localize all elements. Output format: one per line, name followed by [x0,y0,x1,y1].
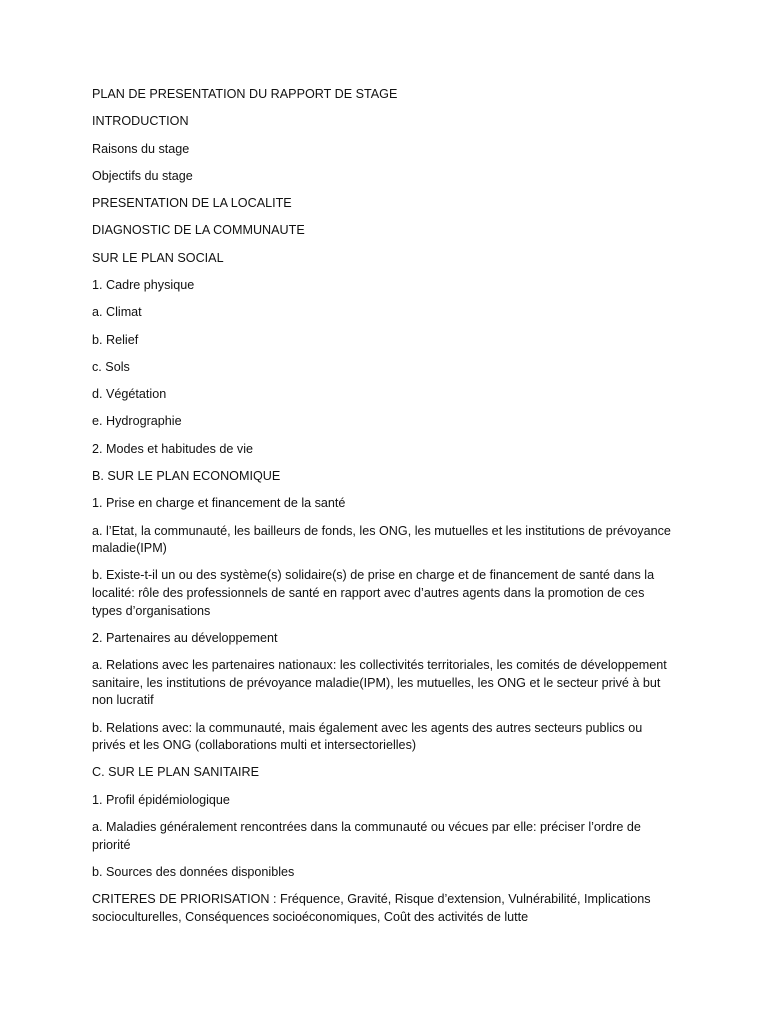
paragraph-raisons: Raisons du stage [92,141,190,156]
list-item-sources-donnees: b. Sources des données disponibles [92,864,295,879]
list-item-partenaires-nationaux: a. Relations avec les partenaires nationaux: les collectivités territoriales, les comités de développement sanitaire, les institutions de prévoyance maladie(IPM), les mutuelles, les ONG et le secteur privé à but non lucratif [92,658,667,708]
list-item-modes-de-vie: 2. Modes et habitudes de vie [92,441,254,456]
list-item-relief: b. Relief [92,332,139,347]
heading-diagnostic: DIAGNOSTIC DE LA COMMUNAUTE [92,223,305,238]
heading-plan-sanitaire: C. SUR LE PLAN SANITAIRE [92,765,260,780]
document-page [92,86,672,936]
list-item-sols: c. Sols [92,359,130,374]
list-item-prise-en-charge: 1. Prise en charge et financement de la santé [92,496,346,511]
list-item-climat: a. Climat [92,305,142,320]
list-item-systemes-solidaires: b. Existe-t-il un ou des système(s) solidaire(s) de prise en charge et de financement de santé dans la localité: rôle des professionnels de santé en rapport avec d’autres agents dans la promotion de ces types d’organisations [92,568,655,618]
list-item-maladies: a. Maladies généralement rencontrées dans la communauté ou vécues par elle: préciser l’ordre de priorité [92,820,641,852]
list-item-relations-communaute: b. Relations avec: la communauté, mais également avec les agents des autres secteurs publics ou privés et les ONG (collaborations multi et intersectorielles) [92,720,643,753]
list-item-vegetation: d. Végétation [92,387,167,402]
document-title: PLAN DE PRESENTATION DU RAPPORT DE STAGE [92,87,398,101]
list-item-etat-communaute: a. l’Etat, la communauté, les bailleurs de fonds, les ONG, les mutuelles et les institutions de prévoyance maladie(IPM) [92,523,671,556]
list-item-cadre-physique: 1. Cadre physique [92,277,195,292]
list-item-profil-epidemiologique: 1. Profil épidémiologique [92,792,230,807]
heading-introduction: INTRODUCTION [92,114,189,129]
heading-localite: PRESENTATION DE LA LOCALITE [92,196,292,211]
heading-plan-economique: B. SUR LE PLAN ECONOMIQUE [92,468,281,483]
paragraph-objectifs: Objectifs du stage [92,168,193,183]
list-item-hydrographie: e. Hydrographie [92,414,182,429]
list-item-partenaires: 2. Partenaires au développement [92,630,278,645]
heading-plan-social: SUR LE PLAN SOCIAL [92,250,224,265]
paragraph-criteres-priorisation: CRITERES DE PRIORISATION : Fréquence, Gravité, Risque d’extension, Vulnérabilité, Implications socioculturelles, Conséquences socioéconomiques, Coût des activités de lutte [92,892,651,924]
